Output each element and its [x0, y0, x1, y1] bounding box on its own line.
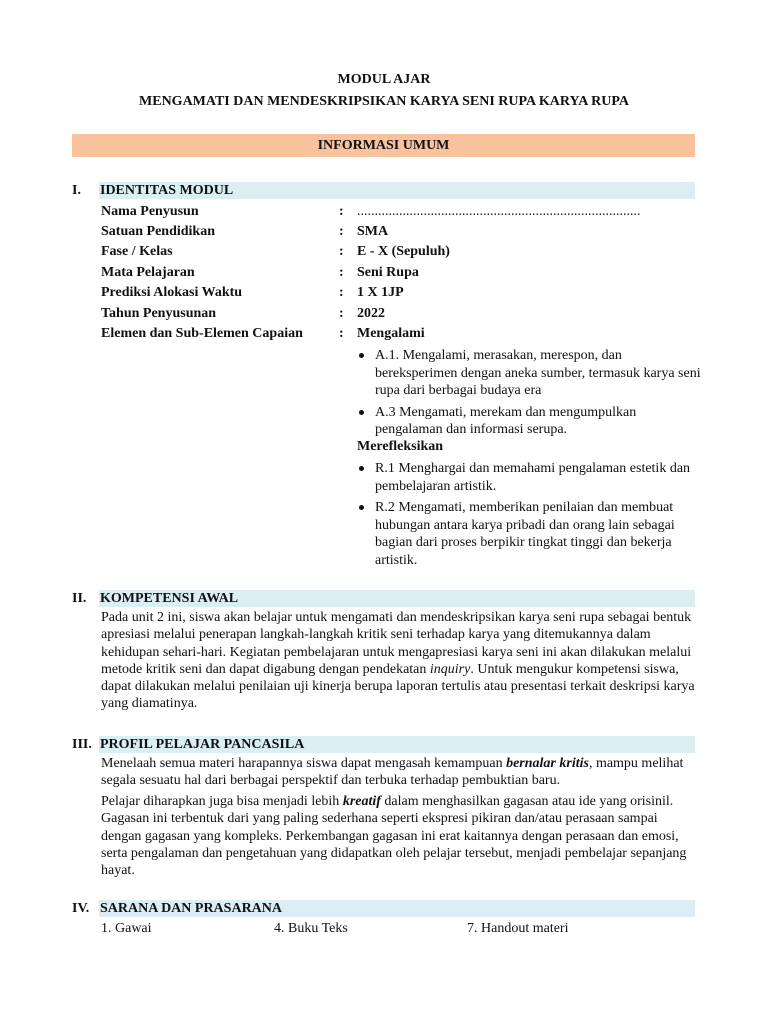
row-value: 2022 [357, 306, 385, 321]
row-colon: : [339, 285, 344, 300]
kompetensi-paragraph [101, 609, 697, 713]
row-nama-penyusun [101, 202, 701, 222]
section-profil-header [72, 736, 695, 753]
section-title: SARANA DAN PRASARANA [100, 901, 283, 916]
profil-paragraph-1 [101, 755, 697, 790]
list-item: A.3 Mengamati, merekam dan mengumpulkan pengalaman dan informasi serupa. [357, 404, 702, 439]
section-number: I. [72, 183, 81, 198]
paragraph-emphasis: bernalar kritis [506, 756, 589, 771]
row-value: Seni Rupa [357, 265, 419, 280]
row-colon: : [339, 326, 344, 341]
section-number: III. [72, 737, 92, 752]
list-item: A.1. Mengalami, merasakan, merespon, dan bereksperimen dengan aneka sumber, termasuk karya seni rupa dari berbagai budaya era [357, 347, 702, 400]
row-label: Elemen dan Sub-Elemen Capaian [101, 326, 303, 341]
row-label: Nama Penyusun [101, 204, 199, 219]
row-satuan-pendidikan [101, 222, 701, 242]
section-title: KOMPETENSI AWAL [100, 591, 239, 606]
paragraph-text: Pelajar diharapkan juga bisa menjadi lebih [101, 794, 343, 809]
row-value: 1 X 1JP [357, 285, 404, 300]
row-label: Satuan Pendidikan [101, 224, 215, 239]
list-item: 4. Buku Teks [274, 921, 348, 936]
profil-paragraph-2 [101, 793, 697, 879]
row-colon: : [339, 224, 344, 239]
paragraph-text: dalam menghasilkan gagasan atau ide yang orisinil. Gagasan ini terbentuk dari yang paling sederhana seperti ekspresi pikiran dan/atau perasaan sampai dengan gagasan yang kompleks. Perkembangan gagasan ini erat kaitannya dengan perasaan dan emosi, serta pengalaman dan pengetahuan yang didapatkan oleh pelajar tersebut, menjadi pembelajar sepanjang hayat. [101, 794, 687, 879]
row-alokasi-waktu [101, 283, 701, 303]
row-colon: : [339, 244, 344, 259]
paragraph-text: Pada unit 2 ini, siswa akan belajar untuk mengamati dan mendeskripsikan karya seni rupa sebagai bentuk apresiasi melalui penerapan langkah-langkah kritik seni terhadap karya yang ditemukannya dalam kehidupan sehari-hari. Kegiatan pembelajaran untuk mengapresiasi karya seni ini akan dilakukan melalui metode kritik seni dan dapat digabung dengan pendekatan [101, 610, 692, 677]
row-label: Mata Pelajaran [101, 265, 195, 280]
info-umum-band: INFORMASI UMUM [72, 134, 695, 157]
section-sarana-header [72, 900, 695, 917]
row-fase-kelas [101, 242, 701, 262]
row-value: Mengalami [357, 326, 425, 341]
paragraph-italic: inquiry [429, 661, 471, 677]
doc-subtitle: MENGAMATI DAN MENDESKRIPSIKAN KARYA SENI RUPA KARYA RUPA [139, 94, 629, 109]
section-title: PROFIL PELAJAR PANCASILA [100, 737, 305, 752]
list-item: 7. Handout materi [467, 921, 569, 936]
section-number: II. [72, 591, 87, 606]
section-number: IV. [72, 901, 90, 916]
paragraph-emphasis: kreatif [342, 794, 381, 809]
row-colon: : [339, 306, 344, 321]
row-label: Tahun Penyusunan [101, 306, 217, 321]
paragraph-text: . Untuk mengukur kompetensi siswa, dapat dilakukan melalui penilaian uji kinerja berupa laporan tertulis atau presentasi terkait deskripsi karya yang diamatinya. [101, 661, 695, 712]
row-label: Prediksi Alokasi Waktu [101, 285, 243, 300]
row-colon: : [339, 204, 344, 219]
section-identitas-header [72, 182, 695, 199]
paragraph-text: Menelaah semua materi harapannya siswa dapat mengasah kemampuan [101, 756, 507, 771]
sarana-list [101, 921, 701, 939]
row-value: SMA [357, 224, 389, 239]
row-mata-pelajaran [101, 263, 701, 283]
doc-title: MODUL AJAR [337, 72, 431, 87]
row-colon: : [339, 265, 344, 280]
list-item: R.2 Mengamati, memberikan penilaian dan membuat hubungan antara karya pribadi dan orang lain sebagai bagian dari proses berpikir tingkat tinggi dan bekerja artistik. [357, 499, 702, 569]
section-kompetensi-header [72, 590, 695, 607]
row-value: E - X (Sepuluh) [357, 244, 450, 259]
list-item: 1. Gawai [101, 921, 152, 936]
row-label: Fase / Kelas [101, 244, 173, 259]
mengalami-list [357, 347, 702, 443]
merefleksikan-label: Merefleksikan [357, 439, 444, 454]
row-value: ................................................................................. [357, 204, 641, 219]
merefleksikan-list [357, 460, 702, 573]
section-title: IDENTITAS MODUL [100, 183, 234, 198]
list-item: R.1 Menghargai dan memahami pengalaman estetik dan pembelajaran artistik. [357, 460, 702, 495]
paragraph-text: , mampu melihat segala sesuatu hal dari berbagai perspektif dan terbuka terhadap pembuktian baru. [101, 756, 684, 789]
row-tahun-penyusunan [101, 304, 701, 324]
row-elemen-capaian [101, 324, 701, 344]
